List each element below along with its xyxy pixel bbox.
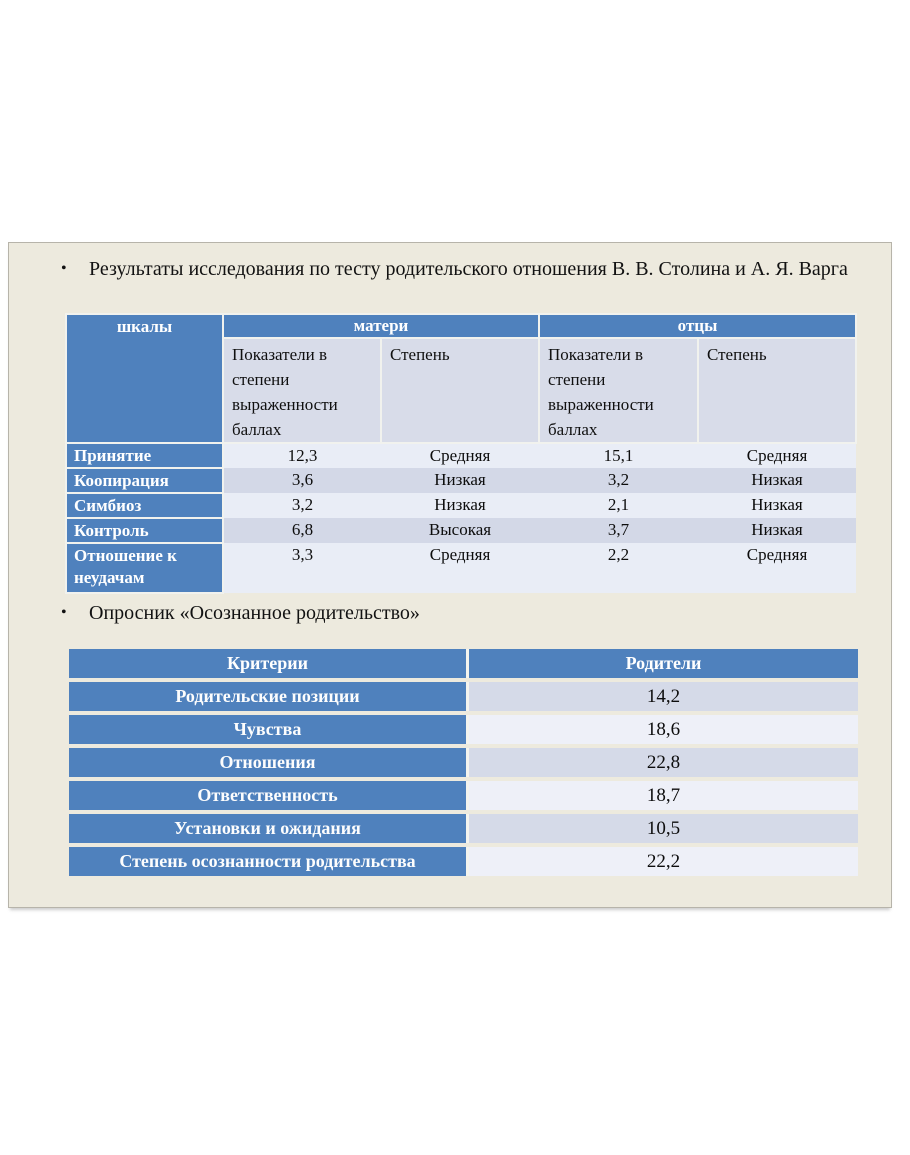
criterion-label: Степень осознанности родительства	[69, 847, 469, 876]
bullet-icon: •	[61, 260, 67, 277]
table-row	[66, 493, 856, 518]
father-score: 2,1	[539, 493, 698, 518]
criterion-value: 10,5	[469, 814, 858, 843]
results-title: Результаты исследования по тесту родительского отношения В. В. Столина и А. Я. Варга	[89, 258, 848, 280]
bullet-item-results	[55, 255, 855, 283]
conscious-parenthood-table	[69, 649, 861, 880]
criterion-value: 22,8	[469, 748, 858, 777]
mother-score: 12,3	[223, 443, 381, 468]
row-scale-label: Контроль	[66, 518, 223, 543]
mother-degree: Низкая	[381, 468, 539, 493]
table-row	[69, 847, 861, 876]
table-row	[66, 543, 856, 593]
mother-score: 6,8	[223, 518, 381, 543]
father-score: 2,2	[539, 543, 698, 593]
table1-subheader-mother-score: Показатели в степени выраженности баллах	[223, 338, 381, 443]
father-degree: Низкая	[698, 518, 856, 543]
questionnaire-title: Опросник «Осознанное родительство»	[89, 602, 420, 624]
father-degree: Низкая	[698, 493, 856, 518]
father-score: 15,1	[539, 443, 698, 468]
father-degree: Средняя	[698, 443, 856, 468]
row-scale-label: Принятие	[66, 443, 223, 468]
table2-header-row	[69, 649, 861, 678]
criterion-label: Родительские позиции	[69, 682, 469, 711]
father-degree: Низкая	[698, 468, 856, 493]
table-row	[69, 781, 861, 810]
mother-degree: Средняя	[381, 543, 539, 593]
table2-header-parents: Родители	[469, 649, 858, 678]
table1-subheader-mother-degree: Степень	[381, 338, 539, 443]
table-row	[66, 443, 856, 468]
row-scale-label: Симбиоз	[66, 493, 223, 518]
bullet-icon: •	[61, 604, 67, 621]
mother-score: 3,2	[223, 493, 381, 518]
mother-degree: Низкая	[381, 493, 539, 518]
criterion-value: 14,2	[469, 682, 858, 711]
mother-score: 3,6	[223, 468, 381, 493]
father-score: 3,7	[539, 518, 698, 543]
criterion-label: Отношения	[69, 748, 469, 777]
criterion-label: Установки и ожидания	[69, 814, 469, 843]
row-scale-label: Отношение к неудачам	[66, 543, 223, 593]
parental-attitude-table	[65, 313, 857, 594]
table1-subheader-father-degree: Степень	[698, 338, 856, 443]
table-row	[69, 748, 861, 777]
slide	[8, 242, 892, 908]
table1-header-fathers: отцы	[539, 314, 856, 338]
criterion-value: 18,6	[469, 715, 858, 744]
table-row	[69, 715, 861, 744]
mother-score: 3,3	[223, 543, 381, 593]
table-row	[66, 468, 856, 493]
bullet-item-questionnaire	[55, 599, 855, 627]
mother-degree: Средняя	[381, 443, 539, 468]
table1-header-mothers: матери	[223, 314, 539, 338]
row-scale-label: Коопирация	[66, 468, 223, 493]
criterion-label: Ответственность	[69, 781, 469, 810]
mother-degree: Высокая	[381, 518, 539, 543]
father-score: 3,2	[539, 468, 698, 493]
table1-header-scales: шкалы	[66, 314, 223, 443]
father-degree: Средняя	[698, 543, 856, 593]
criterion-value: 18,7	[469, 781, 858, 810]
table2-header-criteria: Критерии	[69, 649, 469, 678]
table-row	[69, 682, 861, 711]
criterion-value: 22,2	[469, 847, 858, 876]
table-row	[66, 518, 856, 543]
table-row	[69, 814, 861, 843]
table1-subheader-father-score: Показатели в степени выраженности баллах	[539, 338, 698, 443]
criterion-label: Чувства	[69, 715, 469, 744]
